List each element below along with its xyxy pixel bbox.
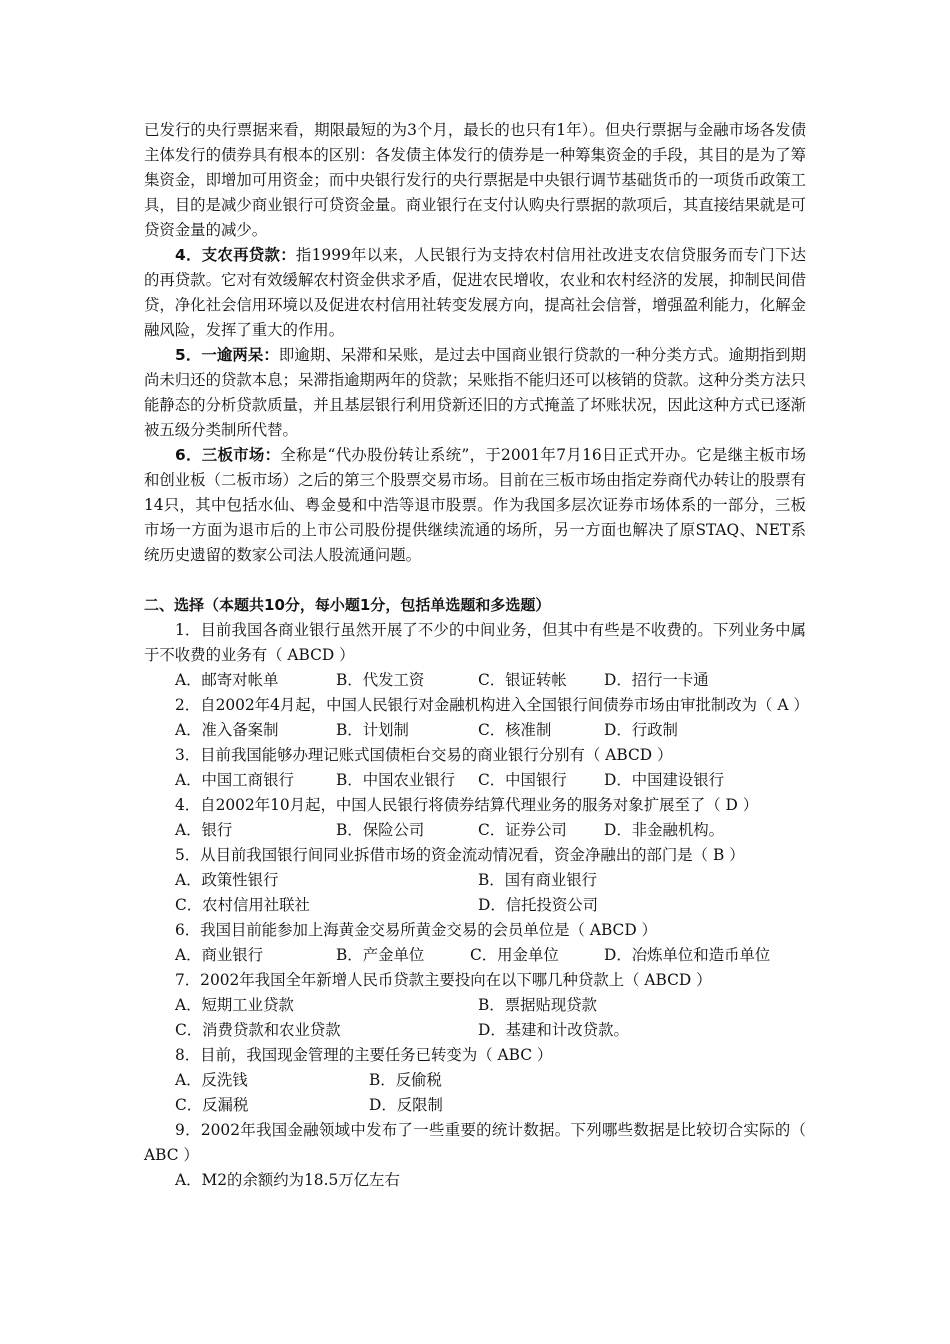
option-a: A．银行 [175, 821, 233, 839]
option-d: D．非金融机构。 [604, 821, 725, 839]
option-c: C．银证转帐 [478, 671, 567, 689]
term-text: 全称是“代办股份转让系统”，于2001年7月16日正式开办。它是继主板市场和创业板（二板市场）之后的第三个股票交易市场。目前在三板市场由指定券商代办转让的股票有14只，其中包括水仙、粤金曼和中浩等退市股票。作为我国多层次证券市场体系的一部分，三板市场一方面为退市后的上市公司股份提供继续流通的场所，另一方面也解决了原STAQ、NET系统历史遗留的数家公司法人股流通问题。 [144, 446, 806, 564]
option-d: D．信托投资公司 [478, 896, 599, 914]
options-row [175, 943, 806, 968]
option-d: D．反限制 [369, 1096, 443, 1114]
options-row [175, 868, 806, 893]
option-c: C．消费贷款和农业贷款 [175, 1021, 341, 1039]
question-8: 8．目前，我国现金管理的主要任务已转变为（ ABC ） [175, 1046, 553, 1064]
option-b: B．代发工资 [336, 671, 425, 689]
options-row [175, 1018, 806, 1043]
option-c: C．核准制 [478, 721, 552, 739]
term-label: 4．支农再贷款： [175, 246, 296, 264]
option-d: D．招行一卡通 [604, 671, 709, 689]
option-b: B．产金单位 [336, 946, 425, 964]
term-paragraph-6 [144, 443, 806, 568]
option-a: A．商业银行 [175, 946, 264, 964]
options-row [175, 893, 806, 918]
options-row [175, 718, 806, 743]
intro-paragraph: 已发行的央行票据来看，期限最短的为3个月，最长的也只有1年）。但央行票据与金融市场各发债主体发行的债券具有根本的区别：各发债主体发行的债券是一种筹集资金的手段，其目的是为了筹集资金，即增加可用资金；而中央银行发行的央行票据是中央银行调节基础货币的一项货币政策工具，目的是减少商业银行可贷资金量。商业银行在支付认购央行票据的款项后，其直接结果就是可贷资金量的减少。 [144, 121, 806, 239]
option-d: D．中国建设银行 [604, 771, 725, 789]
term-label: 6．三板市场： [175, 446, 281, 464]
option-c: C．反漏税 [175, 1096, 249, 1114]
option-b: B．计划制 [336, 721, 409, 739]
option-d: D．冶炼单位和造币单位 [604, 946, 771, 964]
options-row [175, 993, 806, 1018]
option-c: C．用金单位 [470, 946, 559, 964]
option-a: A．M2的余额约为18.5万亿左右 [175, 1171, 400, 1189]
option-d: D．基建和计改贷款。 [478, 1021, 629, 1039]
option-c: C．农村信用社联社 [175, 896, 310, 914]
question-4: 4．自2002年10月起，中国人民银行将债券结算代理业务的服务对象扩展至了（ D ） [175, 796, 759, 814]
option-a: A．短期工业贷款 [175, 996, 294, 1014]
question-7: 7．2002年我国全年新增人民币贷款主要投向在以下哪几种贷款上（ ABCD ） [175, 971, 712, 989]
term-text: 即逾期、呆滞和呆账，是过去中国商业银行贷款的一种分类方式。逾期指到期尚未归还的贷款本息；呆滞指逾期两年的贷款；呆账指不能归还可以核销的贷款。这种分类方法只能静态的分析贷款质量，并且基层银行利用贷新还旧的方式掩盖了坏账状况，因此这种方式已逐渐被五级分类制所代替。 [144, 346, 806, 439]
options-row [175, 768, 806, 793]
term-text: 指1999年以来，人民银行为支持农村信用社改进支农信贷服务而专门下达的再贷款。它对有效缓解农村资金供求矛盾，促进农民增收，农业和农村经济的发展，抑制民间借贷，净化社会信用环境以及促进农村信用社转变发展方向，提高社会信誉，增强盈利能力，化解金融风险，发挥了重大的作用。 [144, 246, 806, 339]
options-row [175, 1168, 806, 1193]
option-b: B．票据贴现贷款 [478, 996, 598, 1014]
option-b: B．保险公司 [336, 821, 425, 839]
question-3: 3．目前我国能够办理记账式国债柜台交易的商业银行分别有（ ABCD ） [175, 746, 673, 764]
question-5: 5．从目前我国银行间同业拆借市场的资金流动情况看，资金净融出的部门是（ B ） [175, 846, 745, 864]
option-b: B．国有商业银行 [478, 871, 598, 889]
question-1: 1．目前我国各商业银行虽然开展了不少的中间业务，但其中有些是不收费的。下列业务中属于不收费的业务有（ ABCD ） [144, 621, 806, 664]
options-row [175, 1068, 806, 1093]
option-a: A．中国工商银行 [175, 771, 294, 789]
question-9: 9．2002年我国金融领域中发布了一些重要的统计数据。下列哪些数据是比较切合实际的（ ABC ） [144, 1121, 806, 1164]
options-row [175, 668, 806, 693]
section-title: 二、选择（本题共10分，每小题1分，包括单选题和多选题） [144, 596, 551, 614]
option-c: C．中国银行 [478, 771, 567, 789]
term-label: 5．一逾两呆： [175, 346, 279, 364]
spacer [144, 568, 806, 593]
options-row [175, 1093, 806, 1118]
option-a: A．政策性银行 [175, 871, 279, 889]
question-6: 6．我国目前能参加上海黄金交易所黄金交易的会员单位是（ ABCD ） [175, 921, 657, 939]
term-paragraph-5 [144, 343, 806, 443]
document-page [144, 118, 809, 1193]
option-d: D．行政制 [604, 721, 678, 739]
question-2: 2．自2002年4月起，中国人民银行对金融机构进入全国银行间债券市场由审批制改为（ A ） [175, 696, 809, 714]
option-a: A．邮寄对帐单 [175, 671, 279, 689]
option-b: B．反偷税 [369, 1071, 442, 1089]
options-row [175, 818, 806, 843]
option-a: A．准入备案制 [175, 721, 279, 739]
term-paragraph-4 [144, 243, 806, 343]
option-a: A．反洗钱 [175, 1071, 248, 1089]
option-c: C．证券公司 [478, 821, 567, 839]
option-b: B．中国农业银行 [336, 771, 456, 789]
